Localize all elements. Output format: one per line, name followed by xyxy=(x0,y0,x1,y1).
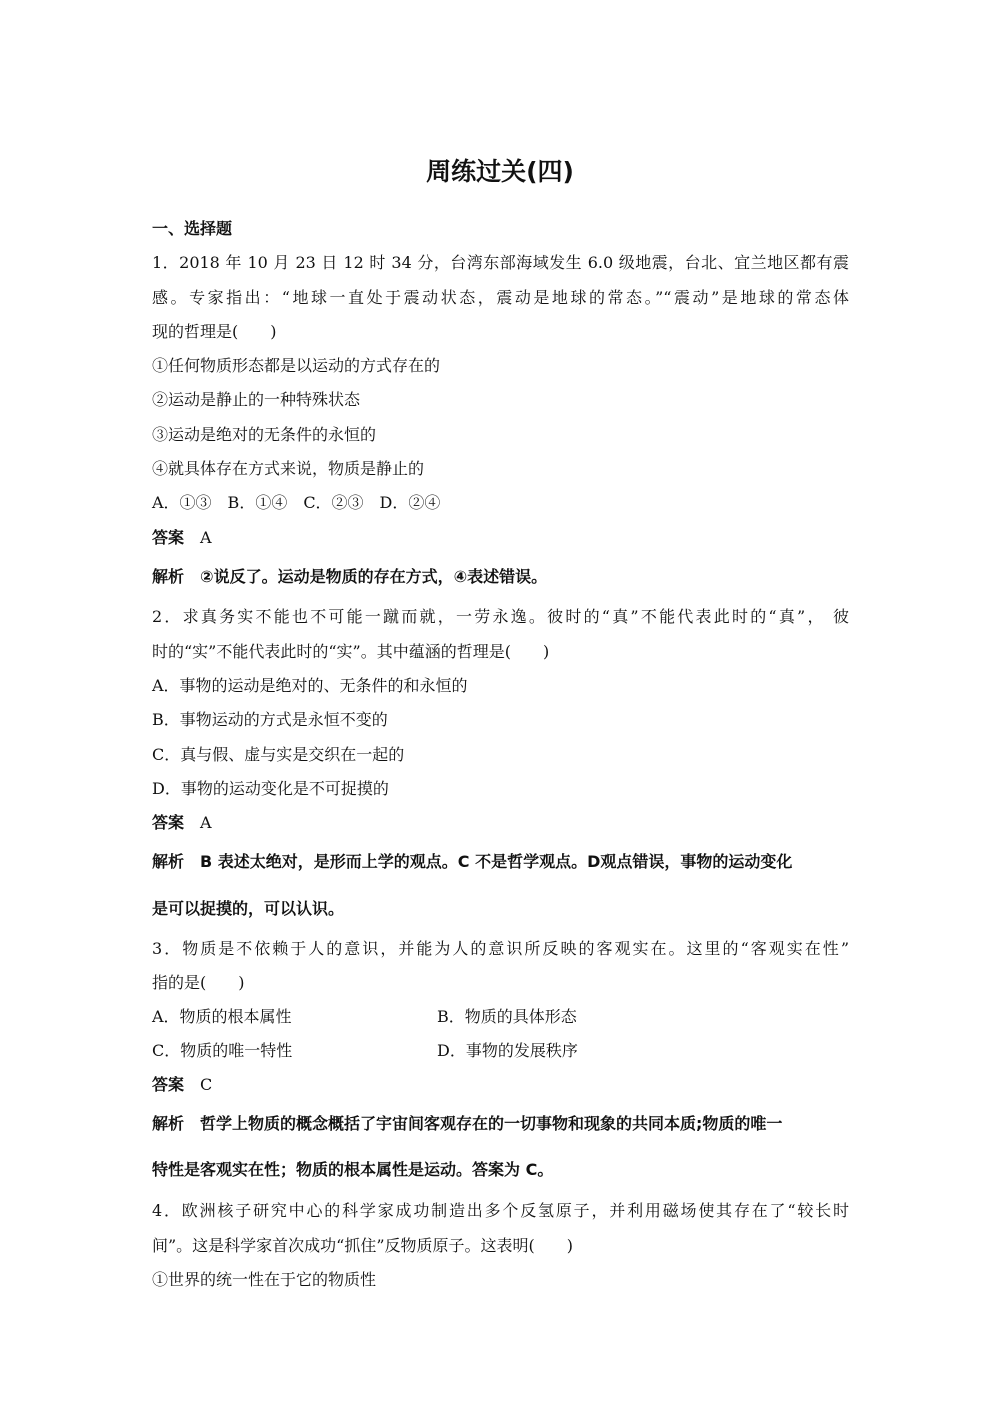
q3-option: B．物质的具体形态 xyxy=(437,1007,577,1026)
q2-stem-line: 2．求真务实不能也不可能一蹴而就，一劳永逸。彼时的“真”不能代表此时的“真”， 彼 xyxy=(152,607,849,626)
q3-option: D．事物的发展秩序 xyxy=(437,1041,578,1060)
q3-analysis xyxy=(152,1113,782,1135)
analysis-text: 哲学上物质的概念概括了宇宙间客观存在的一切事物和现象的共同本质;物质的唯一 xyxy=(200,1114,783,1133)
q1-item: ②运动是静止的一种特殊状态 xyxy=(152,390,361,409)
q3-analysis-cont: 特性是客观实在性；物质的根本属性是运动。答案为 C。 xyxy=(152,1160,554,1179)
answer-label: 答案 xyxy=(152,528,185,547)
analysis-label: 解析 xyxy=(152,1114,185,1133)
q1-options: A．①③ B．①④ C．②③ D．②④ xyxy=(152,493,441,512)
answer-value: C xyxy=(200,1075,213,1094)
q2-option: A．事物的运动是绝对的、无条件的和永恒的 xyxy=(152,676,468,695)
q3-stem-line: 指的是( ) xyxy=(152,973,245,992)
answer-label: 答案 xyxy=(152,1075,185,1094)
section-heading: 一、选择题 xyxy=(152,219,233,238)
q2-analysis-cont: 是可以捉摸的，可以认识。 xyxy=(152,899,345,918)
answer-value: A xyxy=(200,528,212,547)
q1-answer xyxy=(152,527,212,549)
q1-analysis xyxy=(152,566,547,588)
q2-answer xyxy=(152,812,212,834)
q2-option: D．事物的运动变化是不可捉摸的 xyxy=(152,779,389,798)
q1-item: ①任何物质形态都是以运动的方式存在的 xyxy=(152,356,441,375)
q1-stem-line: 现的哲理是( ) xyxy=(152,322,277,341)
q1-item: ③运动是绝对的无条件的永恒的 xyxy=(152,425,377,444)
answer-label: 答案 xyxy=(152,813,185,832)
answer-value: A xyxy=(200,813,212,832)
q3-option: A．物质的根本属性 xyxy=(152,1007,292,1026)
q3-option: C．物质的唯一特性 xyxy=(152,1041,293,1060)
analysis-text: ②说反了。运动是物质的存在方式，④表述错误。 xyxy=(200,567,548,586)
q4-item: ①世界的统一性在于它的物质性 xyxy=(152,1270,377,1289)
q1-stem-line: 感。专家指出：“地球一直处于震动状态，震动是地球的常态。”“震动”是地球的常态体 xyxy=(152,288,849,307)
q1-stem-line: 1．2018 年 10 月 23 日 12 时 34 分，台湾东部海域发生 6.0 级地震，台北、宜兰地区都有震 xyxy=(152,253,849,272)
analysis-label: 解析 xyxy=(152,852,185,871)
q2-option: B．事物运动的方式是永恒不变的 xyxy=(152,710,388,729)
analysis-text: B 表述太绝对，是形而上学的观点。C 不是哲学观点。D观点错误，事物的运动变化 xyxy=(200,852,793,871)
q2-option: C．真与假、虚与实是交织在一起的 xyxy=(152,745,405,764)
q2-analysis xyxy=(152,851,792,873)
q4-stem-line: 间”。这是科学家首次成功“抓住”反物质原子。这表明( ) xyxy=(152,1236,574,1255)
q4-stem-line: 4．欧洲核子研究中心的科学家成功制造出多个反氢原子，并利用磁场使其存在了“较长时 xyxy=(152,1201,849,1220)
page-title: 周练过关(四) xyxy=(426,157,574,186)
q3-stem-line: 3．物质是不依赖于人的意识，并能为人的意识所反映的客观实在。这里的“客观实在性” xyxy=(152,939,849,958)
q3-answer xyxy=(152,1074,212,1096)
q1-item: ④就具体存在方式来说，物质是静止的 xyxy=(152,459,425,478)
q2-stem-line: 时的“实”不能代表此时的“实”。其中蕴涵的哲理是( ) xyxy=(152,642,550,661)
analysis-label: 解析 xyxy=(152,567,185,586)
